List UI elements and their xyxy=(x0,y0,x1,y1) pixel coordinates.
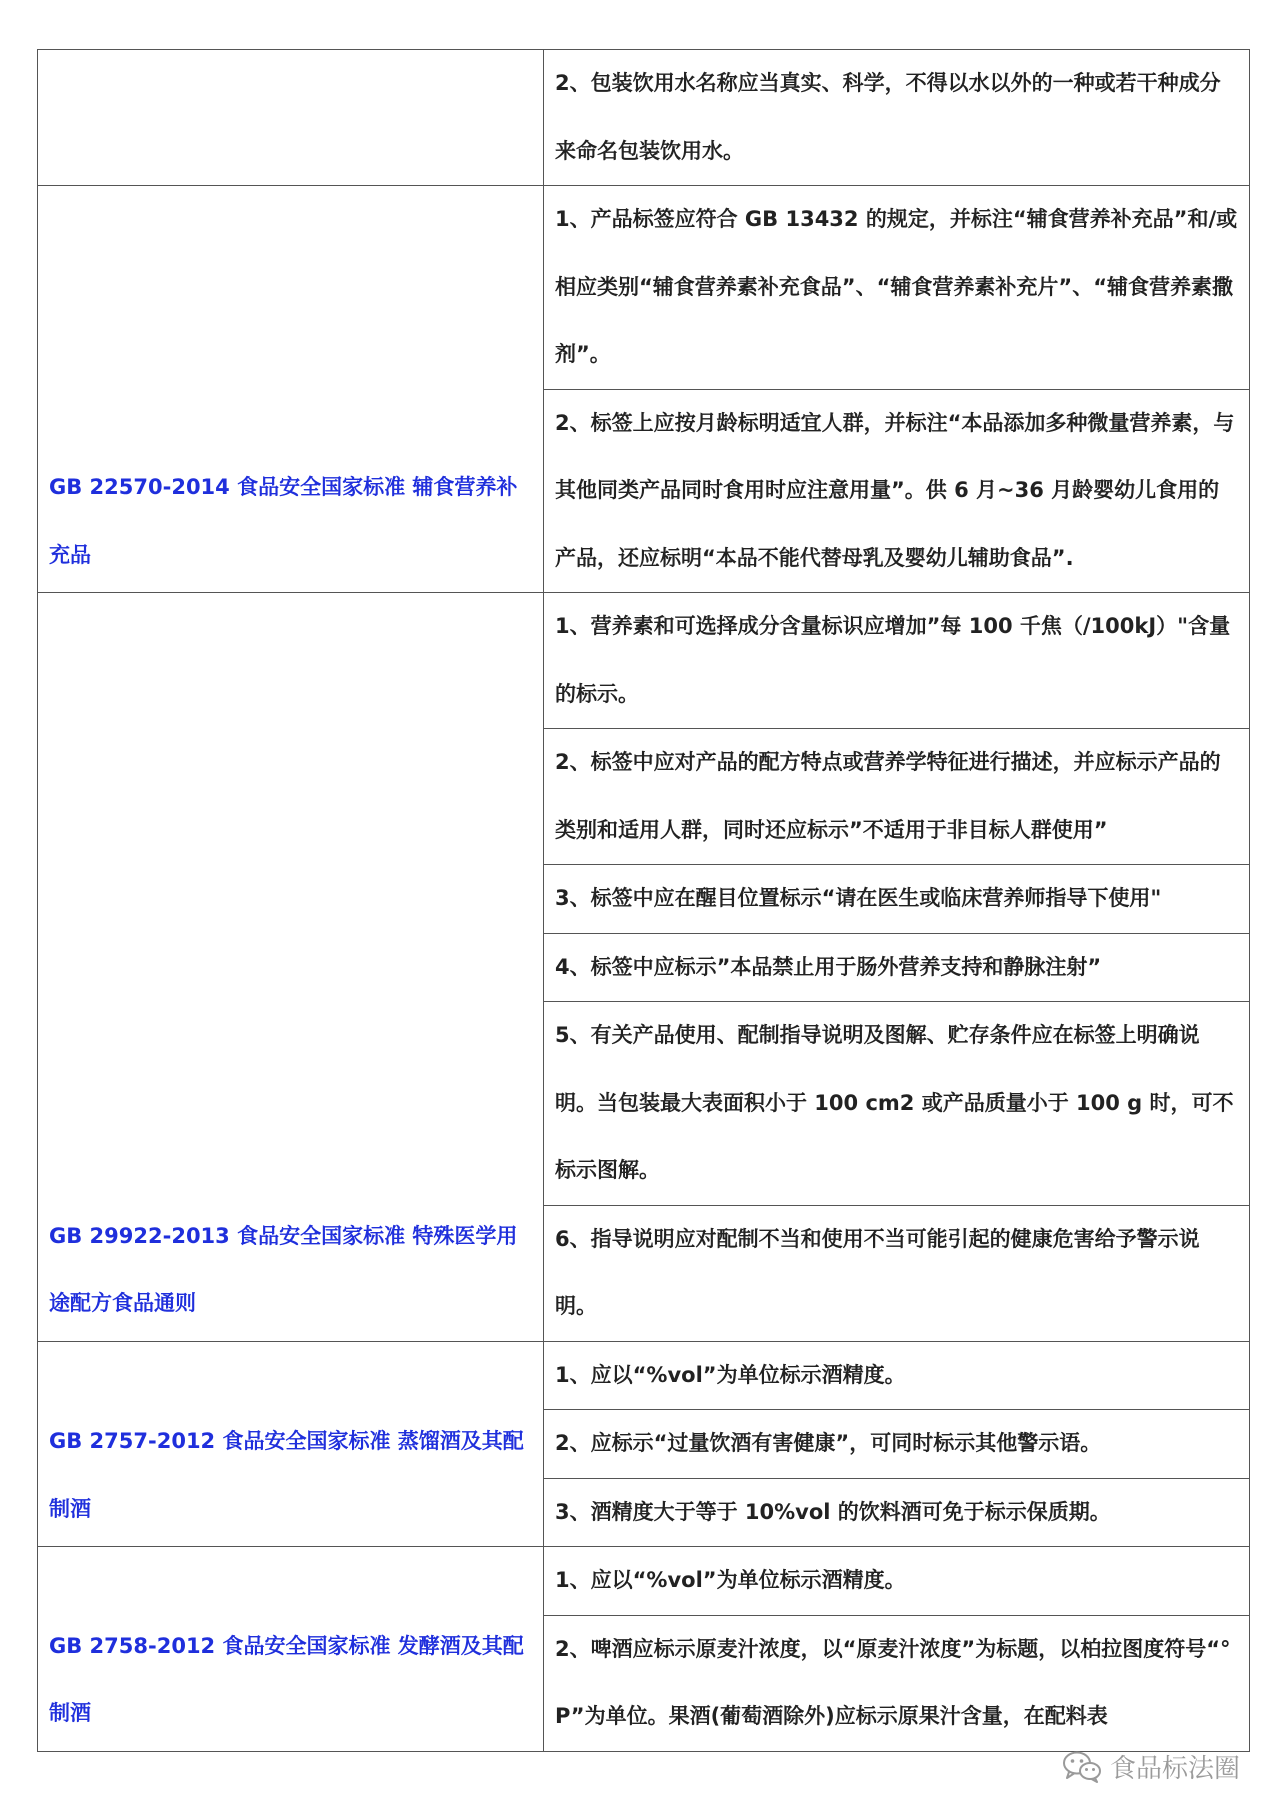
requirement-cell: 1、营养素和可选择成分含量标识应增加”每 100 千焦（/100kJ）"含量的标示。 xyxy=(544,593,1250,729)
standard-cell: GB 29922-2013 食品安全国家标准 特殊医学用途配方食品通则 xyxy=(38,593,544,1342)
requirement-cell: 5、有关产品使用、配制指导说明及图解、贮存条件应在标签上明确说明。当包装最大表面积小于 100 cm2 或产品质量小于 100 g 时，可不标示图解。 xyxy=(544,1002,1250,1206)
requirement-cell: 4、标签中应标示”本品禁止用于肠外营养支持和静脉注射” xyxy=(544,933,1250,1002)
requirement-cell: 1、应以“%vol”为单位标示酒精度。 xyxy=(544,1547,1250,1616)
wechat-icon xyxy=(1062,1750,1102,1784)
table-row xyxy=(38,186,1250,390)
standard-cell: GB 2757-2012 食品安全国家标准 蒸馏酒及其配制酒 xyxy=(38,1341,544,1547)
requirement-cell: 1、产品标签应符合 GB 13432 的规定，并标注“辅食营养补充品”和/或相应类别“辅食营养素补充食品”、“辅食营养素补充片”、“辅食营养素撒剂”。 xyxy=(544,186,1250,390)
requirement-cell: 2、包装饮用水名称应当真实、科学，不得以水以外的一种或若干种成分来命名包装饮用水。 xyxy=(544,50,1250,186)
requirement-cell: 2、标签上应按月龄标明适宜人群，并标注“本品添加多种微量营养素，与其他同类产品同时食用时应注意用量”。供 6 月~36 月龄婴幼儿食用的产品，还应标明“本品不能代替母乳及婴幼儿辅助食品”. xyxy=(544,389,1250,593)
requirement-cell: 6、指导说明应对配制不当和使用不当可能引起的健康危害给予警示说明。 xyxy=(544,1205,1250,1341)
table-row xyxy=(38,593,1250,729)
table-row xyxy=(38,50,1250,186)
table-row xyxy=(38,1341,1250,1410)
watermark-text: 食品标法圈 xyxy=(1109,1754,1240,1784)
requirement-cell: 2、啤酒应标示原麦汁浓度，以“原麦汁浓度”为标题，以柏拉图度符号“°P”为单位。果酒(葡萄酒除外)应标示原果汁含量，在配料表 xyxy=(544,1615,1250,1751)
table-row xyxy=(38,1547,1250,1616)
requirement-cell: 3、标签中应在醒目位置标示“请在医生或临床营养师指导下使用" xyxy=(544,865,1250,934)
standards-table xyxy=(37,49,1250,1752)
standard-cell: GB 2758-2012 食品安全国家标准 发酵酒及其配制酒 xyxy=(38,1547,544,1752)
requirement-cell: 2、应标示“过量饮酒有害健康”，可同时标示其他警示语。 xyxy=(544,1410,1250,1479)
requirement-cell: 1、应以“%vol”为单位标示酒精度。 xyxy=(544,1341,1250,1410)
standard-cell: GB 22570-2014 食品安全国家标准 辅食营养补充品 xyxy=(38,186,544,593)
requirement-cell: 2、标签中应对产品的配方特点或营养学特征进行描述，并应标示产品的类别和适用人群，同时还应标示”不适用于非目标人群使用” xyxy=(544,729,1250,865)
requirement-cell: 3、酒精度大于等于 10%vol 的饮料酒可免于标示保质期。 xyxy=(544,1478,1250,1547)
standard-cell xyxy=(38,50,544,186)
watermark xyxy=(1062,1748,1240,1785)
